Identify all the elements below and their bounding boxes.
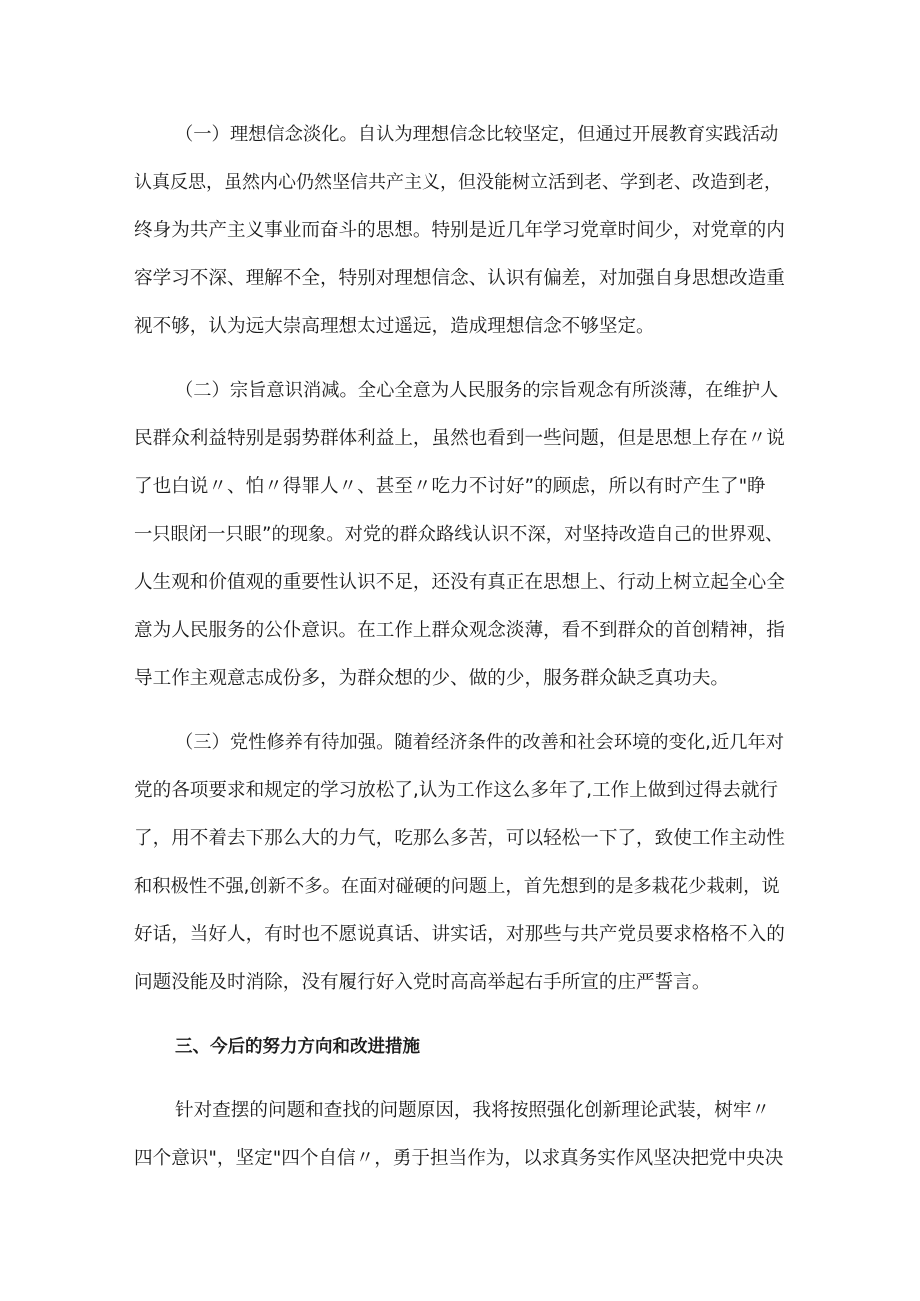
section-heading: 三、今后的努力方向和改进措施 (175, 1037, 420, 1057)
paragraph-line: （一）理想信念淡化。自认为理想信念比较坚定，但通过开展教育实践活动 (175, 124, 779, 145)
paragraph-line: 好话，当好人，有时也不愿说真话、讲实话，对那些与共产党员要求格格不入的 (134, 924, 785, 945)
paragraph-line: 终身为共产主义事业而奋斗的思想。特别是近几年学习党章时间少，对党章的内 (134, 220, 785, 241)
paragraph-line: 和积极性不强,创新不多。在面对碰硬的问题上，首先想到的是多栽花少栽刺，说 (134, 876, 780, 897)
paragraph-line: 一只眼闭一只眼”的现象。对党的群众路线认识不深，对坚持改造自己的世界观、 (134, 524, 784, 545)
paragraph-line: 意为人民服务的公仆意识。在工作上群众观念淡薄，看不到群众的首创精神，指 (134, 620, 785, 641)
paragraph-line: 了也白说〃、怕〃得罪人〃、甚至〃吃力不讨好”的顾虑，所以有时产生了"睁 (134, 476, 766, 497)
paragraph-line: 视不够，认为远大崇高理想太过遥远，造成理想信念不够坚定。 (134, 316, 655, 337)
paragraph-line: 认真反思，虽然内心仍然坚信共产主义，但没能树立活到老、学到老、改造到老， (134, 172, 782, 193)
paragraph-line: （三）党性修养有待加强。随着经济条件的改善和社会环境的变化,近几年对 (175, 732, 785, 753)
paragraph-line: 了，用不着去下那么大的力气，吃那么多苦，可以轻松一下了，致使工作主动性 (134, 828, 785, 849)
paragraph-line: 导工作主观意志成份多，为群众想的少、做的少，服务群众缺乏真功夫。 (134, 668, 730, 689)
paragraph-line: 针对查摆的问题和查找的问题原因，我将按照强化创新理论武装，树牢〃 (175, 1100, 771, 1121)
paragraph-line: 四个意识"，坚定"四个自信〃，勇于担当作为，以求真务实作风坚决把党中央决 (134, 1148, 784, 1169)
paragraph-line: 问题没能及时消除，没有履行好入党时高高举起右手所宣的庄严誓言。 (134, 972, 711, 993)
paragraph-line: （二）宗旨意识消减。全心全意为人民服务的宗旨观念有所淡薄，在维护人 (175, 380, 779, 401)
paragraph-line: 党的各项要求和规定的学习放松了,认为工作这么多年了,工作上做到过得去就行 (134, 780, 779, 801)
paragraph-line: 人生观和价值观的重要性认识不足，还没有真正在思想上、行动上树立起全心全 (134, 572, 785, 593)
paragraph-line: 容学习不深、理解不全，特别对理想信念、认识有偏差，对加强自身思想改造重 (134, 268, 785, 289)
paragraph-line: 民群众利益特别是弱势群体利益上，虽然也看到一些问题，但是思想上存在〃说 (134, 428, 785, 449)
